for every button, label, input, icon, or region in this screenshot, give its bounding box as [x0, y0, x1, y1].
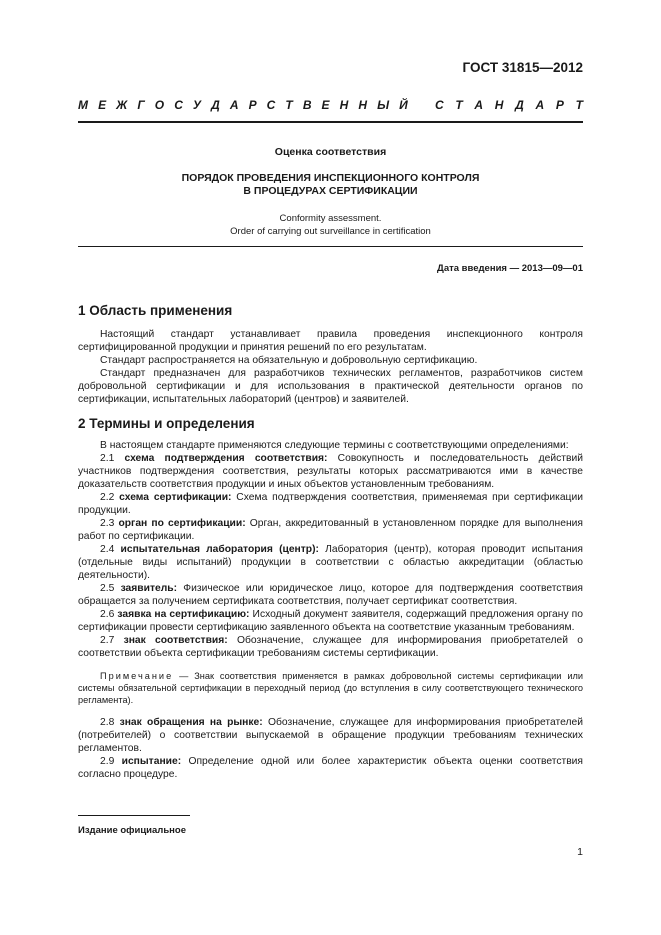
paragraph: Стандарт распространяется на обязательную и добровольную сертификацию. — [100, 355, 478, 366]
term-entry — [78, 543, 583, 582]
term-name: схема сертификации: — [119, 492, 232, 503]
banner-word-standard — [435, 98, 583, 112]
term-definition: Орган, аккредитованный в установленном порядке для выполнения работ по сертификации. — [78, 518, 583, 542]
note-label: Примечание — [100, 671, 174, 681]
term-entry — [78, 452, 583, 491]
term-definition: Лаборатория (центр), которая проводит испытания (отдельные виды испытаний) продукции в соответствии с областью аккредитации (областью деятельности). — [78, 544, 583, 581]
term-number: 2.5 — [100, 583, 115, 594]
banner-letter: В — [302, 98, 312, 112]
banner-letter: С — [266, 98, 276, 112]
term-name: знак обращения на рынке: — [119, 717, 263, 728]
banner-letter: Ы — [377, 98, 390, 112]
banner-letter: О — [154, 98, 165, 112]
term-entry — [78, 491, 583, 517]
banner-letter: Т — [575, 98, 583, 112]
term-definition: Совокупность и последовательность действий участников подтверждения соответствия, результаты которых рассматриваются ими в качестве доказательств соответствия продукции и иных объектов установленным требованиям. — [78, 453, 583, 490]
term-definition: Физическое или юридическое лицо, которое для подтверждения соответствия обращается за получением сертификата соответствия, получает сертификат соответствия. — [78, 583, 583, 607]
term-definition: Исходный документ заявителя, содержащий предложения органу по сертификации провести сертификацию заявленного объекта на соответствие указанным требованиям. — [78, 609, 583, 633]
term-name: испытательная лаборатория (центр): — [120, 544, 319, 555]
banner-letter: А — [474, 98, 484, 112]
term-number: 2.7 — [100, 635, 115, 646]
banner-letter: С — [174, 98, 183, 112]
interstate-standard-banner — [78, 98, 583, 112]
term-entry — [78, 755, 583, 781]
banner-letter: Й — [399, 98, 408, 112]
note-text: — Знак соответствия применяется в рамках добровольной системы сертификации или системы обязательной сертификации в переходный период (до вступления в силу соответствующего технического регламента). — [78, 671, 583, 705]
banner-letter: Н — [358, 98, 368, 112]
header-divider — [78, 121, 583, 123]
footer-divider — [78, 815, 190, 816]
banner-letter: Н — [339, 98, 349, 112]
term-entry — [78, 582, 583, 608]
english-title-line: Order of carrying out surveillance in certification — [230, 226, 431, 237]
section-heading: 1 Область применения — [78, 303, 233, 318]
term-definition: Обозначение, служащее для информирования приобретателей (потребителей) о соответствии выпускаемой в обращение продукции требованиям технических регламентов. — [78, 717, 584, 754]
term-name: заявитель: — [120, 583, 178, 594]
document-subject: Оценка соответствия — [274, 146, 387, 158]
paragraph: Настоящий стандарт устанавливает правила проведения инспекционного контроля сертифицированной продукции и принятия решений по его результатам. — [78, 329, 583, 353]
note — [78, 670, 583, 706]
english-title-line: Conformity assessment. — [279, 213, 382, 224]
term-entry — [78, 608, 583, 634]
section-heading: 2 Термины и определения — [78, 416, 255, 431]
official-edition-label: Издание официальное — [78, 825, 186, 836]
banner-word-interstate — [78, 98, 408, 112]
title-line: В ПРОЦЕДУРАХ СЕРТИФИКАЦИИ — [243, 185, 418, 197]
banner-letter: Ж — [116, 98, 128, 112]
title-line: ПОРЯДОК ПРОВЕДЕНИЯ ИНСПЕКЦИОННОГО КОНТРОЛЯ — [181, 172, 480, 184]
banner-letter: Р — [555, 98, 564, 112]
term-entry — [78, 517, 583, 543]
term-definition: Обозначение, служащее для информирования приобретателей о соответствии объекта сертификации требованиям системы сертификации. — [78, 635, 583, 659]
document-body — [78, 303, 583, 781]
banner-letter: Д — [515, 98, 524, 112]
term-definition: Схема подтверждения соответствия, применяемая при сертификации продукции. — [78, 492, 583, 516]
banner-letter: Т — [455, 98, 463, 112]
document-title — [78, 172, 583, 198]
term-name: заявка на сертификацию: — [117, 609, 250, 620]
banner-letter: Т — [285, 98, 293, 112]
paragraph: Стандарт предназначен для разработчиков технических регламентов, разработчиков систем добровольной сертификации и для использования в практической деятельности органов по сертификации, испытательных лабораторий (центров) и заявителей. — [78, 368, 583, 405]
banner-letter: А — [535, 98, 545, 112]
term-number: 2.6 — [100, 609, 115, 620]
standard-id: ГОСТ 31815—2012 — [462, 60, 583, 75]
banner-letter: У — [192, 98, 202, 112]
term-entry — [78, 634, 583, 660]
paragraph: В настоящем стандарте применяются следующие термины с соответствующими определениями: — [100, 440, 569, 451]
term-name: испытание: — [121, 756, 182, 767]
term-number: 2.2 — [100, 492, 115, 503]
banner-letter: Е — [98, 98, 107, 112]
banner-letter: Е — [321, 98, 330, 112]
term-name: схема подтверждения соответствия: — [124, 453, 328, 464]
banner-letter: Р — [248, 98, 257, 112]
term-name: знак соответствия: — [123, 635, 228, 646]
term-definition: Определение одной или более характеристик объекта оценки соответствия согласно процедуре. — [78, 756, 583, 780]
english-title — [78, 212, 583, 238]
title-divider — [78, 246, 583, 247]
term-entry — [78, 716, 583, 755]
banner-letter: С — [435, 98, 444, 112]
banner-letter: Д — [211, 98, 220, 112]
term-name: орган по сертификации: — [118, 518, 246, 529]
effective-date: Дата введения — 2013—09—01 — [437, 263, 583, 274]
banner-letter: Г — [137, 98, 145, 112]
term-number: 2.3 — [100, 518, 115, 529]
term-number: 2.8 — [100, 717, 115, 728]
term-number: 2.4 — [100, 544, 115, 555]
banner-letter: Н — [494, 98, 504, 112]
term-number: 2.1 — [100, 453, 115, 464]
banner-letter: А — [229, 98, 239, 112]
term-number: 2.9 — [100, 756, 115, 767]
page-number: 1 — [577, 846, 583, 858]
banner-letter: М — [78, 98, 88, 112]
